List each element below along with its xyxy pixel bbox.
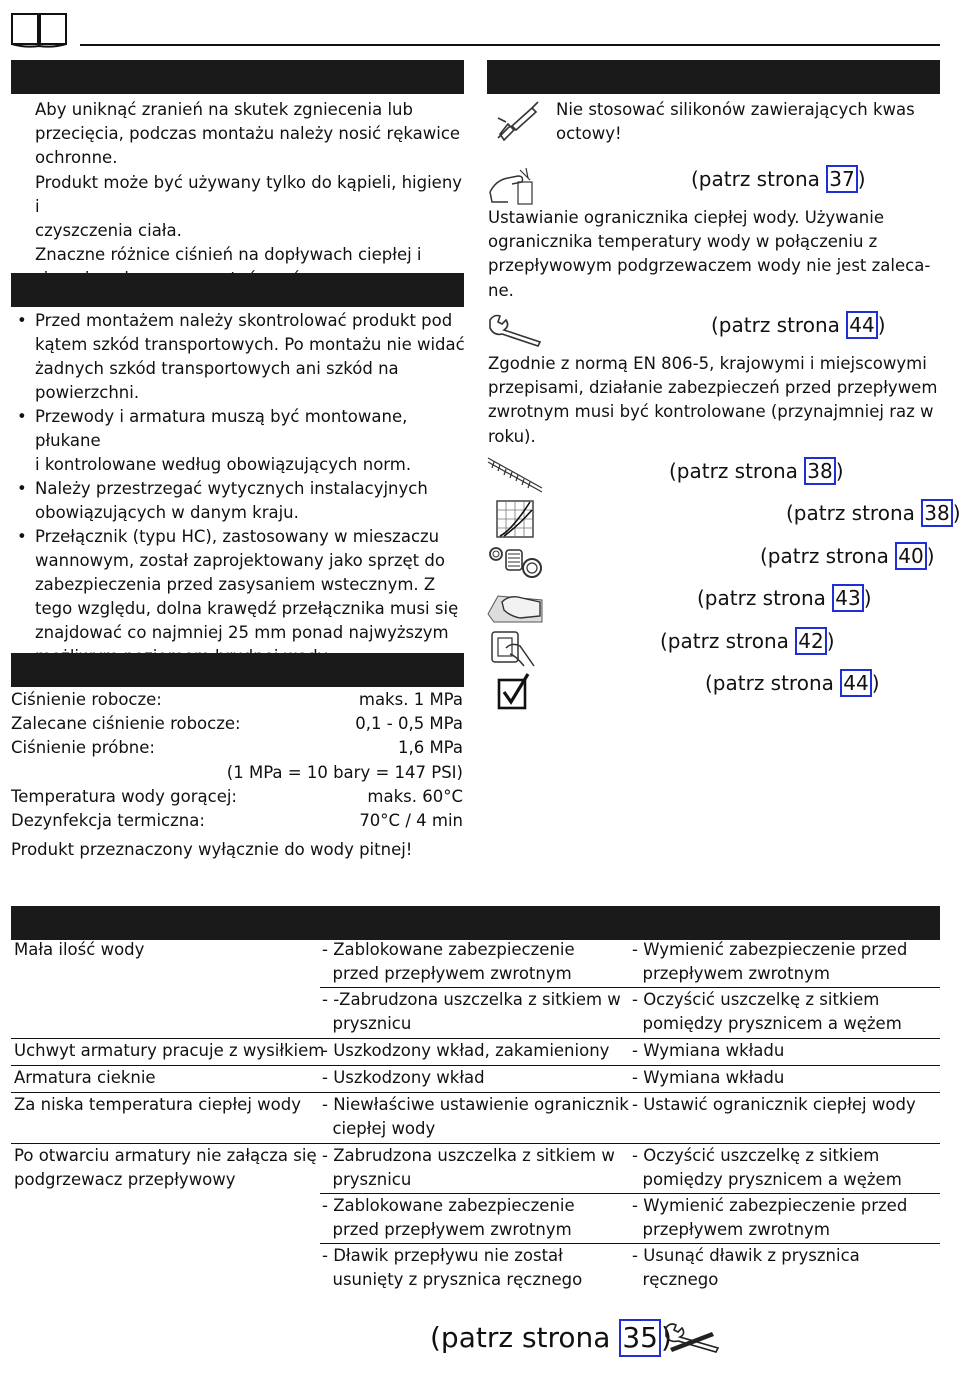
table-cell-remedy: - Wymiana wkładu [632,1068,785,1087]
norm-text: Zgodnie z normą EN 806-5, krajowymi i miejscowymi przepisami, działanie zabezpieczeń przed przepływem zwrotnym musi być kontrolowane (przynajmniej raz w roku). [488,354,938,446]
table-cell-cause: - Niewłaściwe ustawienie ogranicznik ciepłej wody [322,1095,629,1139]
page-link[interactable]: 44 [846,311,877,339]
page-link[interactable]: 44 [840,669,871,697]
list-item: • Przed montażem należy skontrolować produkt pod kątem szkód transportowych. Po montażu nie widać żadnych szkód transportowych ani szkód na powierzchni. [11,309,466,405]
table-cell-remedy: - Ustawić ogranicznik ciepłej wody [632,1095,916,1114]
table-cell-problem: Za niska temperatura ciepłej wody [14,1095,301,1114]
table-cell-remedy: - Wymienić zabezpieczenie przed przepływem zwrotnym [632,1196,908,1240]
header-rule [80,44,940,46]
page-link[interactable]: 40 [895,542,926,570]
mounting-list [11,309,466,669]
see-page-ref: (patrz strona 43 ) [697,586,872,610]
spec-row: Ciśnienie próbne: 1,6 MPa [11,738,463,757]
silicone-warning: Nie stosować silikonów zawierających kwas octowy! [556,100,915,144]
safety-text: Aby uniknąć zranień na skutek zgniecenia lub przecięcia, podczas montażu należy nosić rękawice ochronne. Produkt może być używany tylko do kąpieli, higieny i czyszczenia ciała. Znaczne różnice ciśnień na dopływach ciepłej i [35,100,463,265]
section-bar-right [487,60,940,94]
silicone-gun-icon [492,100,542,142]
table-cell-cause: - Zablokowane zabezpieczenie przed przepływem zwrotnym [322,1196,575,1240]
table-cell-problem: Uchwyt armatury pracuje z wysiłkiem [14,1041,325,1060]
see-page-ref: (patrz strona 38 ) [786,501,961,525]
page-link[interactable]: 43 [832,584,863,612]
tools-icon [662,1322,722,1356]
see-page-ref: (patrz strona 37 ) [691,167,866,191]
table-cell-problem: Mała ilość wody [14,940,145,959]
see-page-ref: (patrz strona 42 ) [660,629,835,653]
see-page-ref: (patrz strona 38 ) [669,459,844,483]
page-link[interactable]: 38 [921,499,952,527]
table-cell-cause: - Uszkodzony wkład [322,1068,485,1087]
table-cell-problem: Po otwarciu armatury nie załącza się podgrzewacz przepływowy [14,1146,317,1190]
spec-row: (1 MPa = 10 bary = 147 PSI) [226,763,463,782]
page-link[interactable]: 37 [826,165,857,193]
wrench-icon [486,312,544,348]
spec-row: Ciśnienie robocze: maks. 1 MPa [11,690,463,709]
table-cell-remedy: - Oczyścić uszczelkę z sitkiem pomiędzy prysznicem a wężem [632,990,902,1034]
section-bar-safety [11,60,464,94]
flow-diagram-icon [496,500,534,538]
table-cell-remedy: - Wymienić zabezpieczenie przed przepływem zwrotnym [632,940,908,984]
list-item: • Przewody i armatura muszą być montowane, płukane i kontrolowane według obowiązujących norm. [11,405,466,477]
table-cell-remedy: - Wymiana wkładu [632,1041,785,1060]
table-cell-problem: Armatura cieknie [14,1068,156,1087]
list-item: • Przełącznik (typu HC), zastosowany w mieszaczu wannowym, został zaprojektowany jako sprzęt do zabezpieczenia przed zasysaniem wstecznym. Z tego względu, dolna krawędź przełącznika musi się znajdować co najmniej 25 mm ponad najwyższym [11,525,466,669]
table-cell-remedy: - Usunąć dławik z prysznica ręcznego [632,1246,860,1290]
spec-row: Dezynfekcja termiczna: 70°C / 4 min [11,811,463,830]
page-link[interactable]: 42 [795,627,826,655]
open-book-icon [10,10,68,48]
table-cell-cause: - Zabrudzona uszczelka z sitkiem w prysznicu [322,1146,615,1190]
table-cell-remedy: - Oczyścić uszczelkę z sitkiem pomiędzy prysznicem a wężem [632,1146,902,1190]
footer-page-ref: (patrz strona 35 ) [430,1318,672,1358]
spec-row: Zalecane ciśnienie robocze: 0,1 - 0,5 MPa [11,714,463,733]
limiter-text: Ustawianie ogranicznika ciepłej wody. Używanie ogranicznika temperatury wody w połączeniu z przepływowym podgrzewaczem wody nie jest zaleca- ne. [488,208,931,300]
page-link[interactable]: 38 [804,457,835,485]
section-bar-mounting [11,273,464,307]
checkbox-icon [497,672,531,710]
table-cell-cause: - Uszkodzony wkład, zakamieniony [322,1041,610,1060]
table-cell-cause: - -Zabrudzona uszczelka z sitkiem w prysznicu [322,990,621,1034]
spare-parts-icon [488,544,544,580]
potable-water-note: Produkt przeznaczony wyłącznie do wody pitnej! [11,840,413,859]
cleaning-hand-icon [486,586,544,624]
list-item: • Należy przestrzegać wytycznych instalacyjnych obowiązujących w danym kraju. [11,477,466,525]
table-cell-cause: - Dławik przepływu nie został usunięty z prysznica ręcznego [322,1246,583,1290]
section-bar-technical-data [11,653,464,687]
table-cell-cause: - Zablokowane zabezpieczenie przed przepływem zwrotnym [322,940,575,984]
see-page-ref: (patrz strona 44 ) [705,671,880,695]
section-bar-troubleshooting [11,906,940,940]
spec-row: Temperatura wody gorącej: maks. 60°C [11,787,463,806]
ruler-dimensions-icon [486,456,544,496]
hand-operation-icon [490,626,538,668]
see-page-ref: (patrz strona 40 ) [760,544,935,568]
page-link[interactable]: 35 [619,1319,661,1357]
see-page-ref: (patrz strona 44 ) [711,313,886,337]
hand-adjust-icon [488,166,538,206]
